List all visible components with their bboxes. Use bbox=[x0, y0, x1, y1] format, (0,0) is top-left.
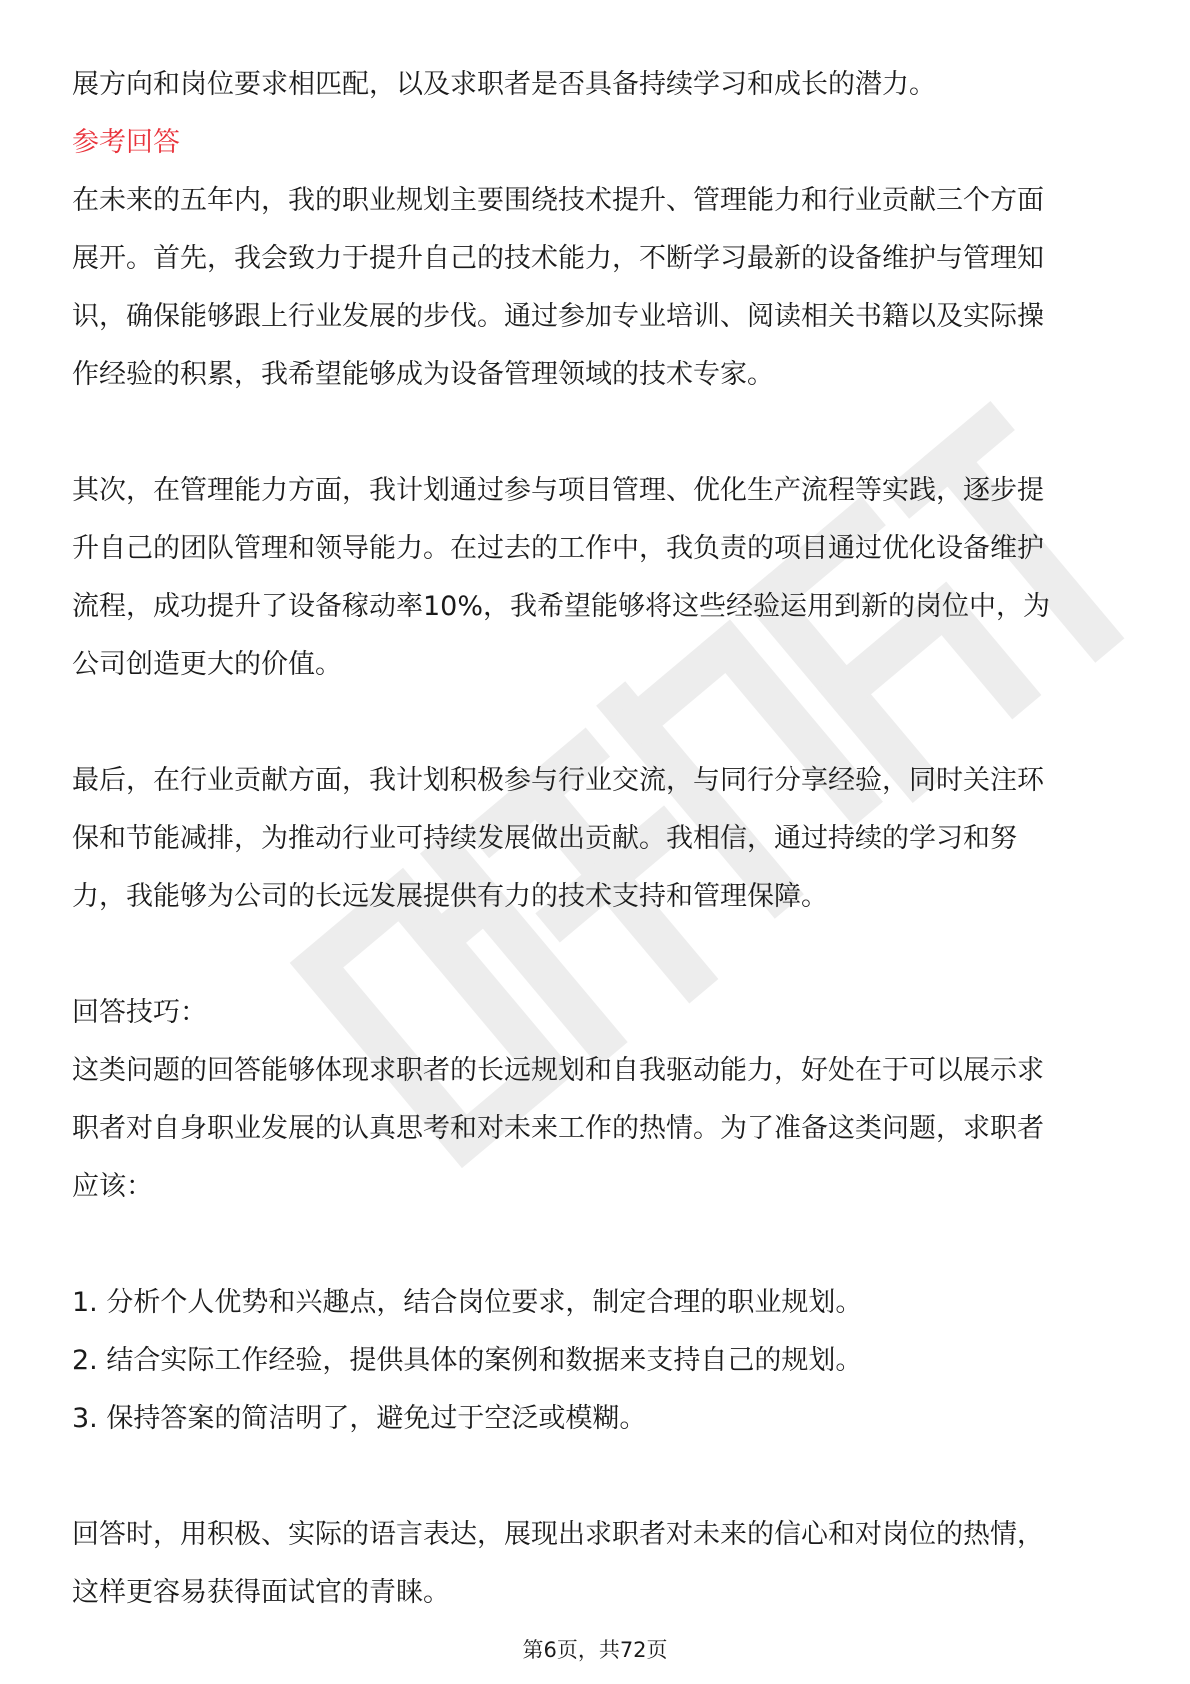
paragraph-line: 这样更容易获得面试官的青睐。 bbox=[72, 1577, 450, 1608]
intro-tail-text: 展方向和岗位要求相匹配，以及求职者是否具备持续学习和成长的潜力。 bbox=[72, 69, 936, 100]
paragraph-line: 保和节能减排，为推动行业可持续发展做出贡献。我相信，通过持续的学习和努 bbox=[72, 823, 1017, 854]
list-item: 3. 保持答案的简洁明了，避免过于空泛或模糊。 bbox=[72, 1403, 647, 1434]
paragraph-line: 力，我能够为公司的长远发展提供有力的技术支持和管理保障。 bbox=[72, 881, 828, 912]
paragraph-line: 作经验的积累，我希望能够成为设备管理领域的技术专家。 bbox=[72, 359, 774, 390]
tips-list bbox=[72, 1274, 1118, 1448]
paragraph-technical bbox=[72, 172, 1118, 404]
paragraph-line: 这类问题的回答能够体现求职者的长远规划和自我驱动能力，好处在于可以展示求 bbox=[72, 1055, 1044, 1086]
list-item: 2. 结合实际工作经验，提供具体的案例和数据来支持自己的规划。 bbox=[72, 1345, 863, 1376]
document-body bbox=[72, 56, 1118, 1622]
paragraph-line: 在未来的五年内，我的职业规划主要围绕技术提升、管理能力和行业贡献三个方面 bbox=[72, 185, 1044, 216]
page-number-footer: 第6页，共72页 bbox=[522, 1638, 668, 1662]
tips-intro bbox=[72, 1042, 1118, 1216]
reference-answer-heading: 参考回答 bbox=[72, 127, 180, 158]
paragraph-management bbox=[72, 462, 1118, 694]
paragraph-industry bbox=[72, 752, 1118, 926]
paragraph-line: 升自己的团队管理和领导能力。在过去的工作中，我负责的项目通过优化设备维护 bbox=[72, 533, 1044, 564]
paragraph-line: 识，确保能够跟上行业发展的步伐。通过参加专业培训、阅读相关书籍以及实际操 bbox=[72, 301, 1044, 332]
paragraph-line: 回答时，用积极、实际的语言表达，展现出求职者对未来的信心和对岗位的热情， bbox=[72, 1519, 1044, 1550]
tips-heading: 回答技巧： bbox=[72, 997, 207, 1028]
closing-paragraph bbox=[72, 1506, 1118, 1622]
paragraph-line: 应该： bbox=[72, 1171, 153, 1202]
paragraph-line: 公司创造更大的价值。 bbox=[72, 649, 342, 680]
paragraph-line: 最后，在行业贡献方面，我计划积极参与行业交流，与同行分享经验，同时关注环 bbox=[72, 765, 1044, 796]
paragraph-line: 其次，在管理能力方面，我计划通过参与项目管理、优化生产流程等实践，逐步提 bbox=[72, 475, 1044, 506]
list-item: 1. 分析个人优势和兴趣点，结合岗位要求，制定合理的职业规划。 bbox=[72, 1287, 863, 1318]
paragraph-line: 展开。首先，我会致力于提升自己的技术能力，不断学习最新的设备维护与管理知 bbox=[72, 243, 1044, 274]
paragraph-line: 职者对自身职业发展的认真思考和对未来工作的热情。为了准备这类问题，求职者 bbox=[72, 1113, 1044, 1144]
paragraph-line: 流程，成功提升了设备稼动率10%，我希望能够将这些经验运用到新的岗位中，为 bbox=[72, 591, 1051, 622]
